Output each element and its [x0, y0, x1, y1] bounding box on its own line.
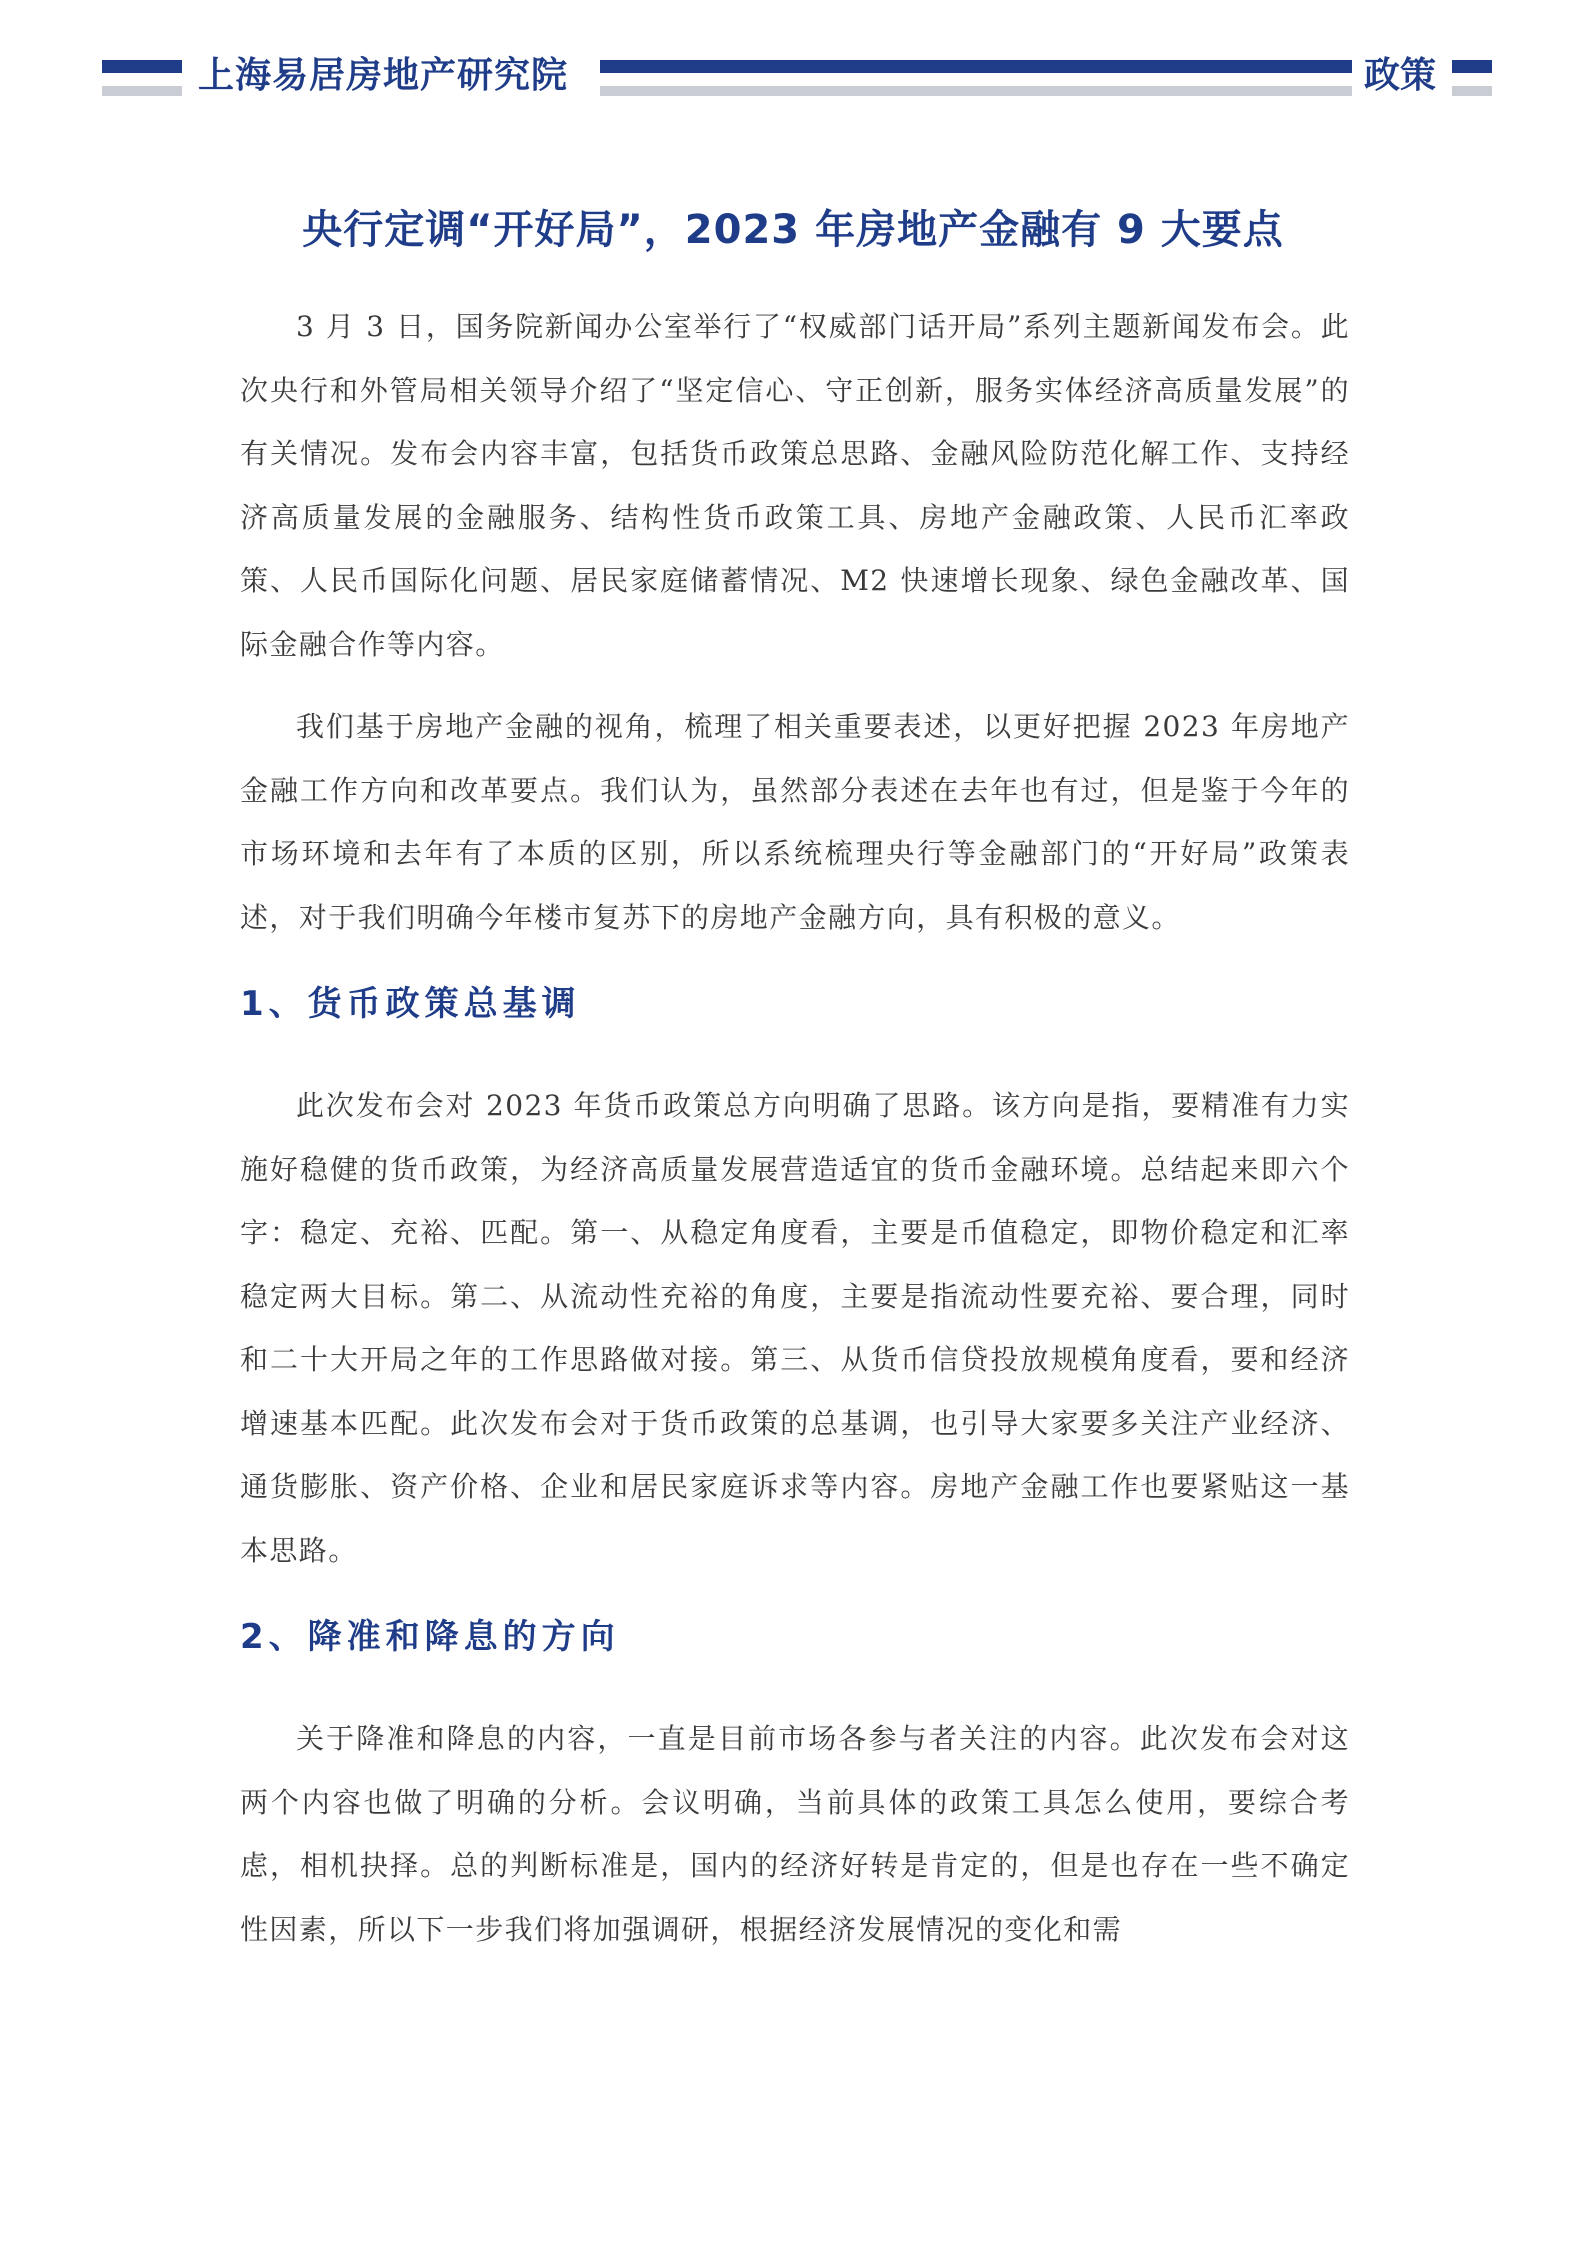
header-middle-bar — [600, 60, 1352, 73]
section-2-paragraph-1: 关于降准和降息的内容，一直是目前市场各参与者关注的内容。此次发布会对这两个内容也做了明确的分析。会议明确，当前具体的政策工具怎么使用，要综合考虑，相机抉择。总的判断标准是，国内的经济好转是肯定的，但是也存在一些不确定性因素，所以下一步我们将加强调研，根据经济发展情况的变化和需 — [240, 1722, 1350, 1946]
page-header — [0, 0, 1586, 110]
intro-paragraph-1: 3 月 3 日，国务院新闻办公室举行了“权威部门话开局”系列主题新闻发布会。此次央行和外管局相关领导介绍了“坚定信心、守正创新，服务实体经济高质量发展”的有关情况。发布会内容丰富，包括货币政策总思路、金融风险防范化解工作、支持经济高质量发展的金融服务、结构性货币政策工具、房地产金融政策、人民币汇率政策、人民币国际化问题、居民家庭储蓄情况、M2 快速增长现象、绿色金融改革、国际金融合作等内容。 — [240, 310, 1350, 661]
header-left-bar — [102, 60, 182, 73]
article-body — [240, 295, 1350, 1980]
header-middle-underbar — [600, 86, 1352, 96]
section-1-paragraph-1: 此次发布会对 2023 年货币政策总方向明确了思路。该方向是指，要精准有力实施好稳健的货币政策，为经济高质量发展营造适宜的货币金融环境。总结起来即六个字：稳定、充裕、匹配。第一、从稳定角度看，主要是币值稳定，即物价稳定和汇率稳定两大目标。第二、从流动性充裕的角度，主要是指流动性要充裕、要合理，同时和二十大开局之年的工作思路做对接。第三、从货币信贷投放规模角度看，要和经济增速基本匹配。此次发布会对于货币政策的总基调，也引导大家要多关注产业经济、通货膨胀、资产价格、企业和居民家庭诉求等内容。房地产金融工作也要紧贴这一基本思路。 — [240, 1089, 1350, 1567]
header-section-label: 政策 — [1364, 54, 1437, 96]
intro-paragraph-2: 我们基于房地产金融的视角，梳理了相关重要表述，以更好把握 2023 年房地产金融工作方向和改革要点。我们认为，虽然部分表述在去年也有过，但是鉴于今年的市场环境和去年有了本质的区别，所以系统梳理央行等金融部门的“开好局”政策表述，对于我们明确今年楼市复苏下的房地产金融方向，具有积极的意义。 — [240, 710, 1350, 934]
header-org-name: 上海易居房地产研究院 — [198, 54, 569, 96]
header-right-underbar — [1452, 86, 1492, 96]
section-heading-2: 2、降准和降息的方向 — [240, 1617, 620, 1657]
header-right-bar — [1452, 60, 1492, 73]
article-title: 央行定调“开好局”，2023 年房地产金融有 9 大要点 — [302, 207, 1284, 253]
header-left-underbar — [102, 86, 182, 96]
section-heading-1: 1、货币政策总基调 — [240, 984, 581, 1024]
